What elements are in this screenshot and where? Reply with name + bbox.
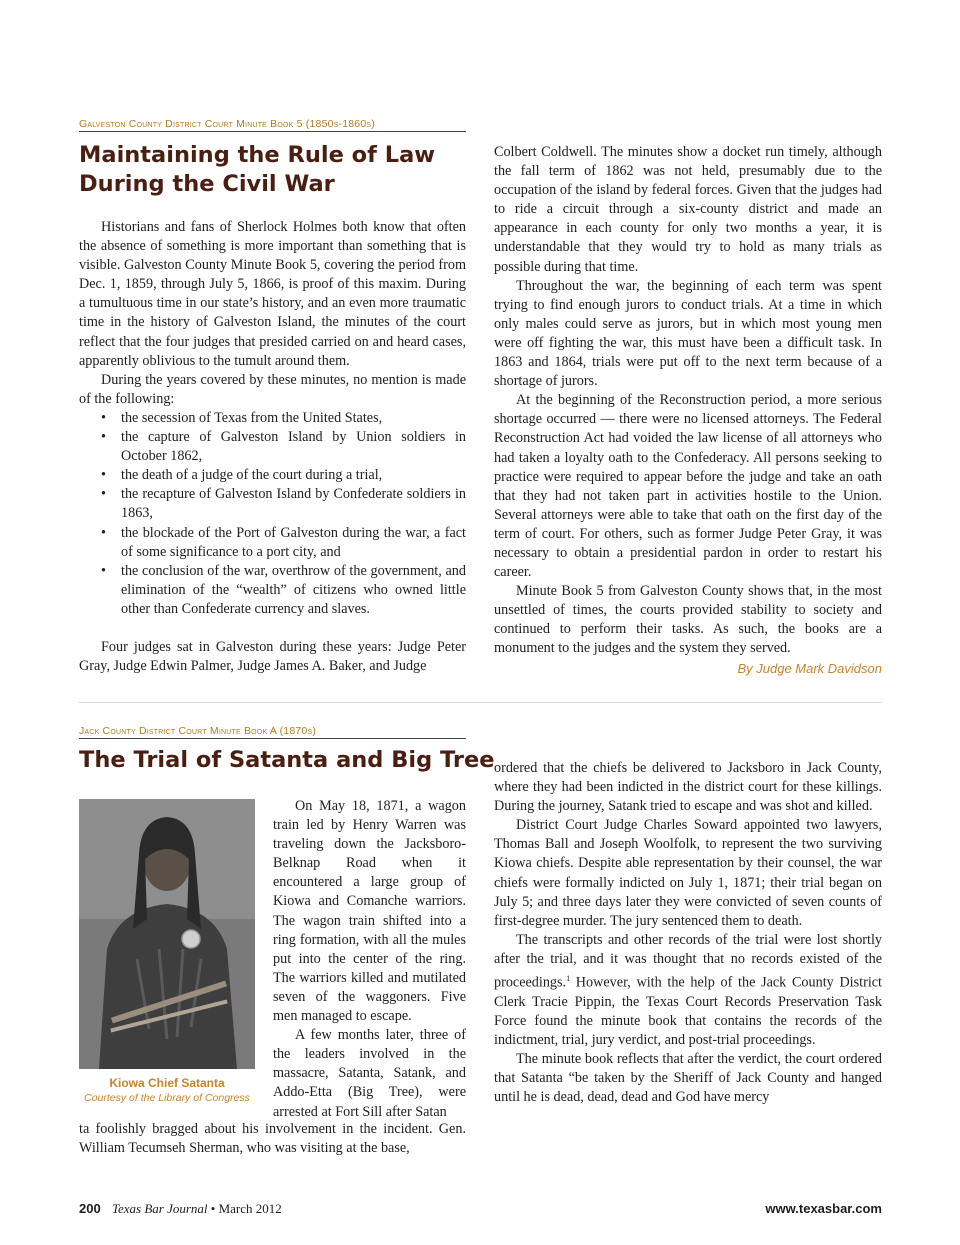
photo-credit: Courtesy of the Library of Congress bbox=[84, 1092, 250, 1104]
paragraph: During the years covered by these minutes, no mention is made of the following: bbox=[79, 371, 466, 407]
article1-left-column bbox=[79, 218, 466, 676]
paragraph: Historians and fans of Sherlock Holmes both know that often the absence of something is more important than something that is visible. Galveston County Minute Book 5, covering the period from Dec. 1, 1859, through July 5, 1866, is proof of this maxim. During a tumultuous time in our state’s history, and an even more traumatic time in the history of Galveston Island, the minutes of the court reflect that the four judges that presided carried on and heard cases, apparently oblivious to the tumult around them. bbox=[79, 219, 466, 369]
paragraph-part: The transcripts and other records of the trial were lost shortly after the trial, and it was thought that no records existed of the proceedings. bbox=[494, 931, 882, 991]
paragraph: Minute Book 5 from Galveston County shows that, in the most unsettled of times, the courts provided stability to society and continued to perform their tasks. As such, the books are a monument to the judges and the system they served. bbox=[494, 583, 882, 657]
footnote-marker: 1 bbox=[566, 974, 571, 984]
website-link[interactable]: www.texasbar.com bbox=[765, 1201, 882, 1216]
satanta-photo bbox=[79, 799, 255, 1069]
paragraph bbox=[494, 931, 882, 1050]
photo-caption: Kiowa Chief Satanta bbox=[109, 1076, 225, 1090]
article2-kicker: Jack County District Court Minute Book A (1870s) bbox=[79, 725, 466, 739]
article1-kicker: Galveston County District Court Minute Book 5 (1850s-1860s) bbox=[79, 118, 466, 132]
paragraph: ordered that the chiefs be delivered to Jacksboro in Jack County, where they had been indicted in the district court for these killings. During the journey, Satank tried to escape and was shot and killed. bbox=[494, 760, 882, 815]
paragraph: At the beginning of the Reconstruction period, a more serious shortage occurred — there were no licensed attorneys. The Federal Reconstruction Act had voided the law license of all attorneys who had taken a loyalty oath to the Confederacy. All persons seeking to practice were required to appear before the judge and take an oath that they had not taken part in activities hostile to the Union. Several attorneys were able to take that oath on the first day of the term of court. For others, such as former Judge Peter Gray, it was necessary to obtain a presidential pardon in order to restart his career. bbox=[494, 392, 882, 581]
portrait-illustration bbox=[79, 799, 255, 1069]
list-item: • the capture of Galveston Island by Union soldiers in October 1862, bbox=[121, 428, 466, 466]
list-item: • the blockade of the Port of Galveston during the war, a fact of some significance to a port city, and bbox=[121, 524, 466, 562]
list-item: • the conclusion of the war, overthrow of the government, and elimination of the “wealth” of citizens who owned little other than Confederate currency and slaves. bbox=[121, 562, 466, 619]
article2-title: The Trial of Satanta and Big Tree bbox=[79, 747, 495, 773]
paragraph: ta foolishly bragged about his involvement in the incident. Gen. William Tecumseh Sherman, who was visiting at the base, bbox=[79, 1121, 466, 1157]
paragraph: On May 18, 1871, a wagon train led by Henry Warren was traveling down the Jacksboro-Belknap Road when it encountered a large group of Kiowa and Comanche warriors. The wagon train shifted into a ring formation, with all the mules put into the center of the ring. The warriors killed and mutilated seven of the waggoners. Five men managed to escape. bbox=[273, 798, 466, 1025]
paragraph: A few months later, three of the leaders involved in the massacre, Satanta, Satank, and Addo-Etta (Big Tree), were arrested at Fort Sill after Satan bbox=[273, 1027, 466, 1120]
article1-byline: By Judge Mark Davidson bbox=[737, 660, 882, 676]
paragraph: Four judges sat in Galveston during these years: Judge Peter Gray, Judge Edwin Palmer, Judge James A. Baker, and Judge bbox=[79, 638, 466, 675]
magazine-name: Texas Bar Journal bbox=[111, 1201, 208, 1216]
article1-title-line2: During the Civil War bbox=[79, 171, 335, 197]
page-number: 200 bbox=[79, 1201, 101, 1216]
section-divider bbox=[79, 702, 882, 703]
article1-right-column bbox=[494, 143, 882, 678]
paragraph: The minute book reflects that after the verdict, the court ordered that Satanta “be taken by the Sheriff of Jack County and hanged until he is dead, dead, dead and God have mercy bbox=[494, 1051, 882, 1106]
paragraph: Colbert Coldwell. The minutes show a docket run timely, although the fall term of 1862 was not held, presumably due to the occupation of the island by federal forces. Given that the judges had to ride a circuit through a six-county district and made an appearance in each county for only two months a year, it is understandable that they would try to hold as many trials as possible during that time. bbox=[494, 144, 882, 275]
article2-left-column-narrow bbox=[273, 797, 466, 1122]
footer-left bbox=[79, 1201, 282, 1217]
issue-date: March 2012 bbox=[218, 1201, 282, 1216]
article2-left-column-wide bbox=[79, 1120, 466, 1158]
paragraph: Throughout the war, the beginning of each term was spent trying to find enough jurors to conduct trials. At a time in which only males could serve as jurors, but in which most young men were off fighting the war, this must have been a difficult task. In 1863 and 1864, trials were put off to the next term because of a shortage of jurors. bbox=[494, 277, 882, 390]
paragraph-part: However, with the help of the Jack County District Clerk Tracie Pippin, the Texas Court Records Preservation Task Force found the minute book that contains the records of the indictment, trial, jury verdict, and post-trial proceedings. bbox=[494, 974, 882, 1049]
list-item: • the death of a judge of the court during a trial, bbox=[121, 466, 466, 485]
list-item: • the secession of Texas from the United States, bbox=[121, 409, 466, 428]
footer-separator: • bbox=[210, 1201, 216, 1216]
article1-title bbox=[79, 141, 435, 199]
paragraph: District Court Judge Charles Soward appointed two lawyers, Thomas Ball and Joseph Woolfolk, to represent the two surviving Kiowa chiefs. Despite able representation by their counsel, the war chiefs were formally indicted on July 1, 1871; their trial began on July 5; and three days later they were convicted of seven counts of first-degree murder. The jury sentenced them to death. bbox=[494, 817, 882, 929]
omitted-events-list bbox=[79, 409, 466, 619]
list-item: • the recapture of Galveston Island by Confederate soldiers in 1863, bbox=[121, 485, 466, 523]
article2-right-column bbox=[494, 759, 882, 1107]
article1-title-line1: Maintaining the Rule of Law bbox=[79, 142, 436, 168]
